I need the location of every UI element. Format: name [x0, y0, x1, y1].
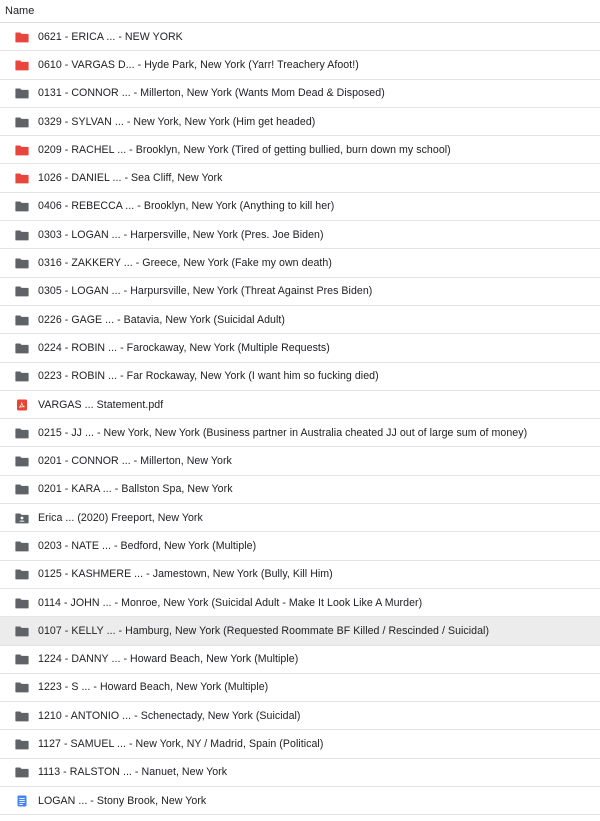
folder-icon [15, 483, 29, 495]
file-name: 0107 - KELLY ... - Hamburg, New York (Requested Roommate BF Killed / Rescinded / Suicidal) [38, 624, 490, 637]
name-column-header[interactable] [0, 0, 600, 23]
file-row[interactable] [0, 504, 600, 532]
file-name: 0215 - JJ ... - New York, New York (Business partner in Australia cheated JJ out of large sum of money) [38, 426, 528, 439]
file-row[interactable] [0, 617, 600, 645]
file-name: 1210 - ANTONIO ... - Schenectady, New York (Suicidal) [38, 709, 301, 722]
file-row[interactable] [0, 702, 600, 730]
folder-icon [15, 257, 29, 269]
file-row[interactable] [0, 164, 600, 192]
file-name: VARGAS ... Statement.pdf [38, 398, 164, 411]
file-name: 0303 - LOGAN ... - Harpersville, New York (Pres. Joe Biden) [38, 228, 324, 241]
file-name: 1223 - S ... - Howard Beach, New York (Multiple) [38, 681, 269, 694]
file-row[interactable] [0, 80, 600, 108]
doc-icon [15, 795, 29, 807]
file-row[interactable] [0, 334, 600, 362]
file-row[interactable] [0, 391, 600, 419]
file-row[interactable] [0, 730, 600, 758]
file-row[interactable] [0, 532, 600, 560]
file-name: 0406 - REBECCA ... - Brooklyn, New York (Anything to kill her) [38, 200, 335, 213]
folder-icon [15, 31, 29, 43]
file-name: 0305 - LOGAN ... - Harpursville, New York (Threat Against Pres Biden) [38, 285, 373, 298]
folder-icon [15, 59, 29, 71]
file-row[interactable] [0, 674, 600, 702]
file-name: 0209 - RACHEL ... - Brooklyn, New York (Tired of getting bullied, burn down my school) [38, 143, 451, 156]
file-row[interactable] [0, 476, 600, 504]
folder-icon [15, 342, 29, 354]
file-name: 0203 - NATE ... - Bedford, New York (Multiple) [38, 539, 257, 552]
file-row[interactable] [0, 447, 600, 475]
shared-folder-icon [15, 512, 29, 524]
folder-icon [15, 766, 29, 778]
file-name: Erica ... (2020) Freeport, New York [38, 511, 203, 524]
file-name: 1026 - DANIEL ... - Sea Cliff, New York [38, 172, 223, 185]
folder-icon [15, 681, 29, 693]
file-name: 0621 - ERICA ... - NEW YORK [38, 30, 183, 43]
file-row[interactable] [0, 589, 600, 617]
pdf-icon [15, 399, 29, 411]
file-name: 0125 - KASHMERE ... - Jamestown, New York (Bully, Kill Him) [38, 568, 333, 581]
file-name: 0224 - ROBIN ... - Farockaway, New York (Multiple Requests) [38, 341, 330, 354]
file-name: 0329 - SYLVAN ... - New York, New York (Him get headed) [38, 115, 316, 128]
file-row[interactable] [0, 249, 600, 277]
file-name: 0223 - ROBIN ... - Far Rockaway, New York (I want him so fucking died) [38, 370, 379, 383]
file-name: 1127 - SAMUEL ... - New York, NY / Madrid, Spain (Political) [38, 738, 324, 751]
folder-icon [15, 540, 29, 552]
file-name: 0201 - CONNOR ... - Millerton, New York [38, 455, 232, 468]
file-name: 0226 - GAGE ... - Batavia, New York (Suicidal Adult) [38, 313, 285, 326]
file-row[interactable] [0, 363, 600, 391]
folder-icon [15, 427, 29, 439]
name-column-label: Name [5, 5, 35, 17]
folder-icon [15, 455, 29, 467]
folder-icon [15, 116, 29, 128]
file-name: 0114 - JOHN ... - Monroe, New York (Suicidal Adult - Make It Look Like A Murder) [38, 596, 423, 609]
file-name: LOGAN ... - Stony Brook, New York [38, 794, 207, 807]
folder-icon [15, 172, 29, 184]
file-list [0, 23, 600, 815]
file-row[interactable] [0, 108, 600, 136]
folder-icon [15, 314, 29, 326]
folder-icon [15, 285, 29, 297]
file-row[interactable] [0, 759, 600, 787]
file-row[interactable] [0, 23, 600, 51]
file-name: 1113 - RALSTON ... - Nanuet, New York [38, 766, 228, 779]
folder-icon [15, 229, 29, 241]
folder-icon [15, 568, 29, 580]
file-row[interactable] [0, 419, 600, 447]
file-row[interactable] [0, 646, 600, 674]
file-row[interactable] [0, 193, 600, 221]
folder-icon [15, 144, 29, 156]
file-name: 0201 - KARA ... - Ballston Spa, New York [38, 483, 233, 496]
folder-icon [15, 200, 29, 212]
file-row[interactable] [0, 278, 600, 306]
file-row[interactable] [0, 306, 600, 334]
folder-icon [15, 710, 29, 722]
folder-icon [15, 87, 29, 99]
file-row[interactable] [0, 561, 600, 589]
file-name: 0316 - ZAKKERY ... - Greece, New York (Fake my own death) [38, 257, 332, 270]
file-row[interactable] [0, 221, 600, 249]
file-name: 1224 - DANNY ... - Howard Beach, New York (Multiple) [38, 653, 299, 666]
folder-icon [15, 370, 29, 382]
file-row[interactable] [0, 136, 600, 164]
folder-icon [15, 625, 29, 637]
file-name: 0610 - VARGAS D... - Hyde Park, New York (Yarr! Treachery Afoot!) [38, 58, 359, 71]
folder-icon [15, 653, 29, 665]
file-name: 0131 - CONNOR ... - Millerton, New York (Wants Mom Dead & Disposed) [38, 87, 385, 100]
folder-icon [15, 738, 29, 750]
folder-icon [15, 597, 29, 609]
file-row[interactable] [0, 787, 600, 815]
file-row[interactable] [0, 51, 600, 79]
